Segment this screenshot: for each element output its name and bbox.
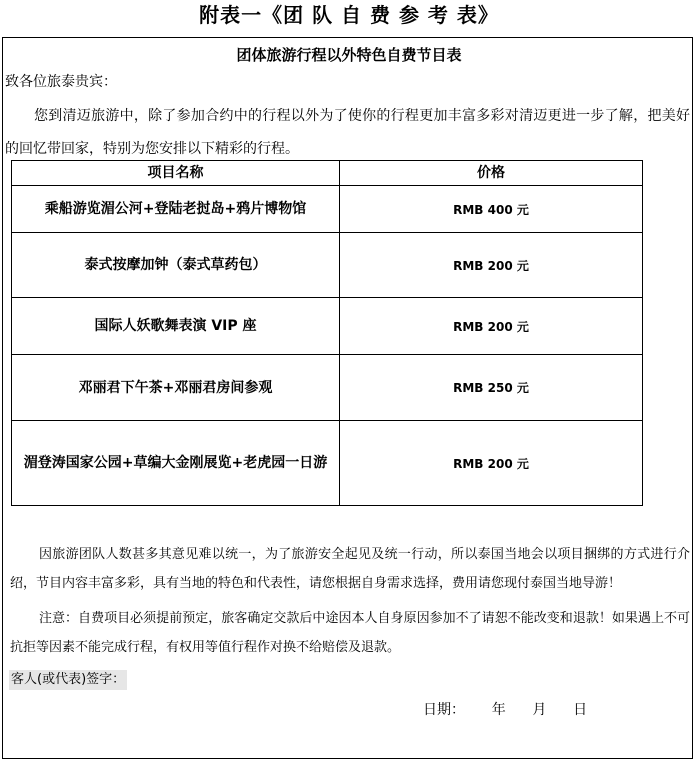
item-name: 国际人妖歌舞表演 VIP 座 bbox=[12, 298, 340, 355]
header-price: 价格 bbox=[340, 161, 643, 186]
item-name: 乘船游览湄公河+登陆老挝岛+鸦片博物馆 bbox=[12, 186, 340, 233]
intro-paragraph: 您到清迈旅游中，除了参加合约中的行程以外为了使你的行程更加丰富多彩对清迈更进一步了解，把美好的回忆带回家，特别为您安排以下精彩的行程。 bbox=[5, 108, 690, 157]
table-row bbox=[12, 355, 643, 421]
item-name: 泰式按摩加钟（泰式草药包） bbox=[12, 233, 340, 298]
attention-paragraph: 注意：自费项目必须提前预定，旅客确定交款后中途因本人自身原因参加不了请恕不能改变和退款！如果遇上不可抗拒等因素不能完成行程，有权用等值行程作对换不给赔偿及退款。 bbox=[10, 611, 690, 655]
optional-items-table bbox=[11, 160, 643, 506]
table-heading: 团体旅游行程以外特色自费节目表 bbox=[236, 46, 462, 64]
page-title: 附表一《团 队 自 费 参 考 表》 bbox=[199, 3, 499, 27]
table-row bbox=[12, 298, 643, 355]
item-name: 湄登涛国家公园+草编大金刚展览+老虎园一日游 bbox=[12, 421, 340, 506]
notice-paragraph: 因旅游团队人数甚多其意见难以统一，为了旅游安全起见及统一行动，所以泰国当地会以项目捆绑的方式进行介绍，节目内容丰富多彩，具有当地的特色和代表性，请您根据自身需求选择，费用请您现付泰国当地导游！ bbox=[10, 547, 690, 591]
item-name: 邓丽君下午茶+邓丽君房间参观 bbox=[12, 355, 340, 421]
table-row bbox=[12, 186, 643, 233]
table-row bbox=[12, 233, 643, 298]
header-item-name: 项目名称 bbox=[12, 161, 340, 186]
salutation: 致各位旅泰贵宾： bbox=[5, 74, 117, 90]
signature-label: 客人(或代表)签字： bbox=[9, 670, 127, 690]
item-price: RMB 200 元 bbox=[340, 298, 643, 355]
item-price: RMB 400 元 bbox=[340, 186, 643, 233]
item-price: RMB 200 元 bbox=[340, 233, 643, 298]
table-header-row bbox=[12, 161, 643, 186]
table-row bbox=[12, 421, 643, 506]
date-line: 日期： 年 月 日 bbox=[423, 702, 588, 718]
item-price: RMB 250 元 bbox=[340, 355, 643, 421]
item-price: RMB 200 元 bbox=[340, 421, 643, 506]
